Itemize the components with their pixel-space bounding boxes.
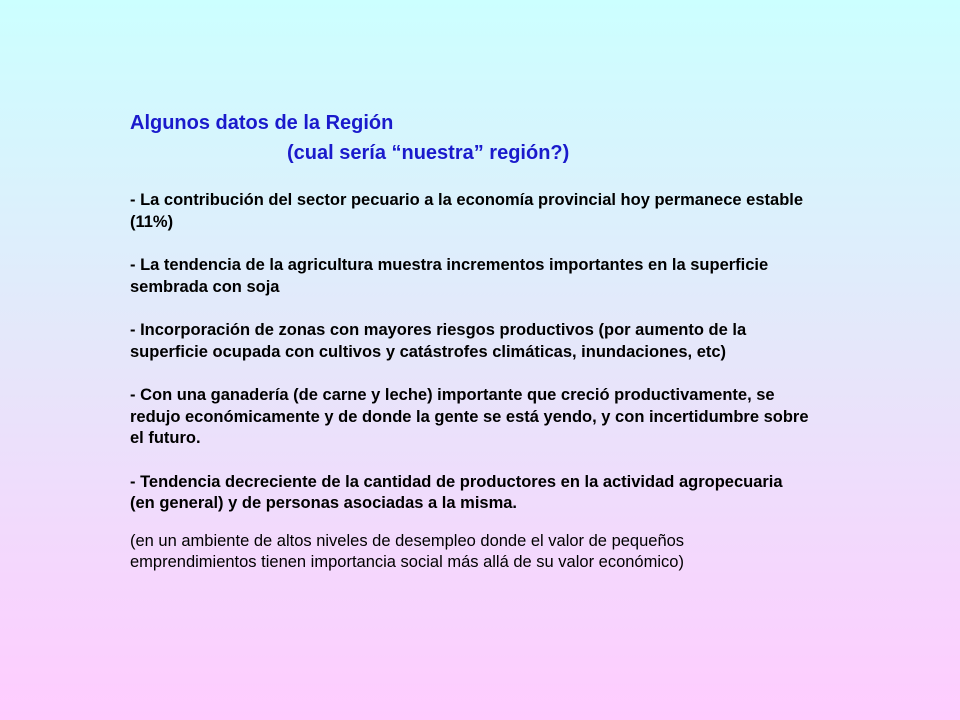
slide-title: Algunos datos de la Región — [130, 112, 394, 134]
bullet-ganaderia: - Con una ganadería (de carne y leche) importante que creció productivamente, se redujo económicamente y de donde la gente se está yendo, y con incertidumbre sobre el futuro. — [130, 386, 809, 447]
bullet-zonas-riesgo: - Incorporación de zonas con mayores riesgos productivos (por aumento de la superficie ocupada con cultivos y catástrofes climáticas, inundaciones, etc) — [130, 321, 747, 361]
bullet-sector-pecuario: - La contribución del sector pecuario a la economía provincial hoy permanece estable (11%) — [130, 191, 804, 231]
closing-note: (en un ambiente de altos niveles de desempleo donde el valor de pequeños emprendimientos tienen importancia social más allá de su valor económico) — [130, 531, 685, 571]
slide-content — [130, 108, 810, 574]
slide-subtitle: (cual sería “nuestra” región?) — [287, 142, 570, 164]
bullet-tendencia-agricultura: - La tendencia de la agricultura muestra incrementos importantes en la superficie sembrada con soja — [130, 256, 769, 296]
bullet-productores: - Tendencia decreciente de la cantidad de productores en la actividad agropecuaria (en general) y de personas asociadas a la misma. — [130, 472, 783, 512]
